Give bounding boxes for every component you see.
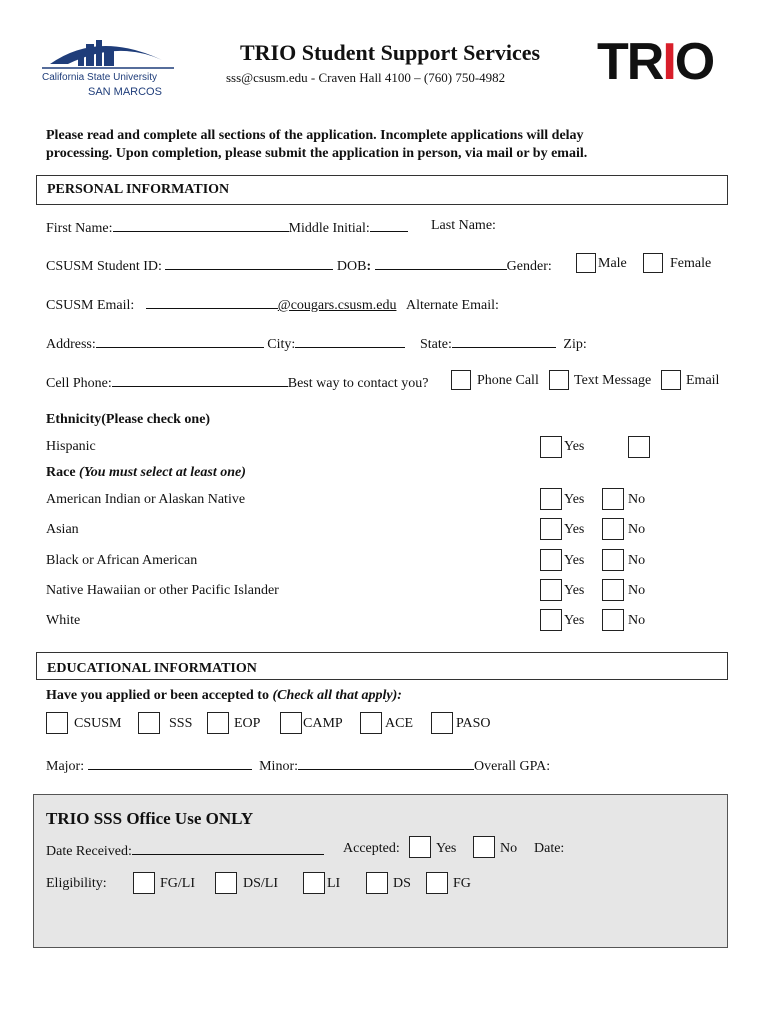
state-label: State:	[420, 337, 452, 352]
eligibility-checkbox-ds[interactable]	[366, 872, 388, 894]
state-field[interactable]	[452, 334, 556, 348]
race-no-checkbox[interactable]	[602, 609, 624, 631]
program-checkbox-eop[interactable]	[207, 712, 229, 734]
race-no-label: No	[628, 492, 646, 507]
ethnicity-heading: Ethnicity(Please check one)	[46, 412, 211, 427]
applied-label: Have you applied or been accepted to	[46, 688, 273, 703]
eligibility-checkbox-fg-li[interactable]	[133, 872, 155, 894]
personal-section-title: PERSONAL INFORMATION	[47, 182, 230, 197]
accepted-no-checkbox[interactable]	[473, 836, 495, 858]
first-name-row	[46, 218, 408, 237]
email-field[interactable]	[146, 295, 278, 309]
gender-label: Gender:	[506, 259, 552, 274]
hispanic-yes-checkbox[interactable]	[540, 436, 562, 458]
male-label: Male	[598, 256, 627, 271]
city-field[interactable]	[295, 334, 405, 348]
intro-text: Please read and complete all sections of the application. Incomplete applications will delay	[46, 128, 584, 143]
csusm-logo-line2: SAN MARCOS	[88, 86, 162, 98]
eligibility-checkbox-ds-li[interactable]	[215, 872, 237, 894]
email-row	[46, 295, 499, 314]
race-yes-label: Yes	[564, 553, 585, 568]
email-option-label: Email	[686, 373, 720, 388]
race-label: Black or African American	[46, 553, 198, 568]
race-yes-label: Yes	[564, 522, 585, 537]
program-label-csusm: CSUSM	[74, 716, 122, 731]
date-received-row	[46, 841, 324, 860]
contact-email-checkbox[interactable]	[661, 370, 681, 390]
accepted-no-label: No	[500, 841, 518, 856]
minor-field[interactable]	[298, 756, 474, 770]
date-received-label: Date Received:	[46, 844, 132, 859]
eligibility-label-fg-li: FG/LI	[160, 876, 195, 891]
first-name-label: First Name:	[46, 221, 113, 236]
date-received-field[interactable]	[132, 841, 324, 855]
race-label: Asian	[46, 522, 79, 537]
race-no-checkbox[interactable]	[602, 549, 624, 571]
trio-logo	[597, 33, 714, 91]
eligibility-checkbox-li[interactable]	[303, 872, 325, 894]
middle-initial-label: Middle Initial:	[288, 221, 370, 236]
program-label-ace: ACE	[385, 716, 413, 731]
best-contact-label: Best way to contact you?	[287, 376, 429, 391]
address-row	[46, 334, 405, 353]
race-no-checkbox[interactable]	[602, 579, 624, 601]
city-label: City:	[267, 337, 296, 352]
race-yes-checkbox[interactable]	[540, 579, 562, 601]
program-checkbox-csusm[interactable]	[46, 712, 68, 734]
race-yes-label: Yes	[564, 492, 585, 507]
eligibility-label-li: LI	[327, 876, 341, 891]
education-section-title: EDUCATIONAL INFORMATION	[47, 661, 257, 676]
intro-text-2: processing. Upon completion, please submit the application in person, via mail or by email.	[46, 146, 588, 161]
office-use-title: TRIO SSS Office Use ONLY	[46, 809, 254, 828]
race-yes-checkbox[interactable]	[540, 518, 562, 540]
csusm-logo	[38, 34, 178, 102]
last-name-label: Last Name:	[431, 218, 496, 233]
race-heading	[46, 465, 246, 481]
race-no-label: No	[628, 553, 646, 568]
eligibility-label-ds-li: DS/LI	[243, 876, 278, 891]
program-label-camp: CAMP	[303, 716, 343, 731]
eligibility-label: Eligibility:	[46, 876, 107, 891]
race-yes-checkbox[interactable]	[540, 549, 562, 571]
email-domain: @cougars.csusm.edu	[277, 298, 397, 313]
dob-field[interactable]	[375, 256, 507, 270]
accepted-label: Accepted:	[343, 841, 400, 856]
contact-text-checkbox[interactable]	[549, 370, 569, 390]
student-id-label: CSUSM Student ID:	[46, 259, 162, 274]
race-yes-label: Yes	[564, 583, 585, 598]
program-label-eop: EOP	[234, 716, 261, 731]
education-section-header	[36, 652, 728, 680]
gender-female-checkbox[interactable]	[643, 253, 663, 273]
eligibility-checkbox-fg[interactable]	[426, 872, 448, 894]
major-row	[46, 756, 550, 775]
hispanic-no-checkbox[interactable]	[628, 436, 650, 458]
alt-email-label: Alternate Email:	[405, 298, 499, 313]
middle-initial-field[interactable]	[370, 218, 408, 232]
hispanic-label: Hispanic	[46, 439, 96, 454]
address-label: Address:	[46, 337, 96, 352]
student-id-row	[46, 256, 552, 275]
dob-colon: :	[366, 259, 372, 274]
major-field[interactable]	[88, 756, 252, 770]
first-name-field[interactable]	[113, 218, 289, 232]
gpa-label: Overall GPA:	[474, 759, 551, 774]
race-no-checkbox[interactable]	[602, 518, 624, 540]
race-no-label: No	[628, 613, 646, 628]
race-note: (You must select at least one)	[79, 465, 246, 480]
state-zip-row	[420, 334, 587, 353]
zip-label: Zip:	[563, 337, 587, 352]
cell-row	[46, 373, 428, 392]
contact-phone-checkbox[interactable]	[451, 370, 471, 390]
minor-label: Minor:	[259, 759, 298, 774]
hispanic-yes-label: Yes	[564, 439, 585, 454]
phone-call-label: Phone Call	[477, 373, 539, 388]
eligibility-label-ds: DS	[393, 876, 411, 891]
program-checkbox-camp[interactable]	[280, 712, 302, 734]
contact-line: sss@csusm.edu - Craven Hall 4100 – (760) 750-4982	[226, 70, 506, 85]
csusm-logo-line1: California State University	[42, 72, 158, 83]
program-label-sss: SSS	[169, 716, 193, 731]
accepted-yes-label: Yes	[436, 841, 457, 856]
race-yes-checkbox[interactable]	[540, 488, 562, 510]
office-date-label: Date:	[534, 841, 565, 856]
race-no-label: No	[628, 583, 646, 598]
email-label: CSUSM Email:	[46, 298, 135, 313]
cell-label: Cell Phone:	[46, 376, 112, 391]
race-label: White	[46, 613, 81, 628]
applied-question	[46, 688, 402, 704]
program-checkbox-sss[interactable]	[138, 712, 160, 734]
applied-note: (Check all that apply):	[272, 688, 402, 703]
race-label: American Indian or Alaskan Native	[46, 492, 246, 507]
gender-male-checkbox[interactable]	[576, 253, 596, 273]
text-message-label: Text Message	[574, 373, 652, 388]
cell-field[interactable]	[112, 373, 288, 387]
race-no-label: No	[628, 522, 646, 537]
major-label: Major:	[46, 759, 85, 774]
race-label: Native Hawaiian or other Pacific Islander	[46, 583, 279, 598]
program-checkbox-ace[interactable]	[360, 712, 382, 734]
personal-section-header	[36, 175, 728, 205]
dob-label: DOB	[336, 259, 367, 274]
page-title: TRIO Student Support Services	[240, 40, 541, 65]
race-yes-checkbox[interactable]	[540, 609, 562, 631]
program-checkbox-paso[interactable]	[431, 712, 453, 734]
eligibility-label-fg: FG	[453, 876, 471, 891]
address-field[interactable]	[96, 334, 264, 348]
trio-logo-text: TRIO	[597, 33, 714, 91]
student-id-field[interactable]	[165, 256, 333, 270]
female-label: Female	[670, 256, 712, 271]
program-label-paso: PASO	[456, 716, 491, 731]
race-heading-label: Race	[46, 465, 80, 480]
race-yes-label: Yes	[564, 613, 585, 628]
race-no-checkbox[interactable]	[602, 488, 624, 510]
accepted-yes-checkbox[interactable]	[409, 836, 431, 858]
